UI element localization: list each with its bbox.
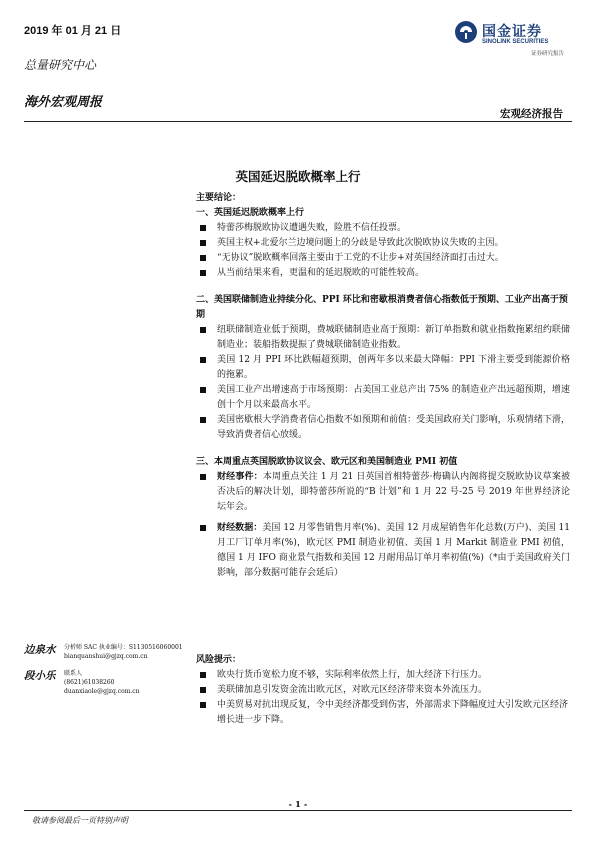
summary-heading: 主要结论： [196, 193, 242, 203]
bullet-text: 纽联储制造业低于预期，费城联储制造业高于预期：新订单指数和就业指数拖累纽约联储制造业；装船指数提振了费城联储制造业指数。 [217, 325, 570, 350]
bullet-item [196, 413, 570, 443]
main-conclusions [196, 191, 570, 581]
bullet-text: 本周重点关注 1 月 21 日英国首相特蕾莎·梅确认内阁将提交脱欧协议草案被否决后的解决计划，即特蕾莎所说的“B 计划”和 1 月 22 号-25 号 2019 年世界经济论坛年会。 [217, 472, 570, 512]
bullet-text: 从当前结果来看，更温和的延迟脱欧的可能性较高。 [217, 268, 425, 278]
bullet-text: 美国工业产出增速高于市场预期：占美国工业总产出 75% 的制造业产出远超预期，增速创十个月以来最高水平。 [217, 385, 570, 410]
section-heading: 三、本周重点英国脱欧协议议会、欧元区和美国制造业 PMI 初值 [196, 457, 458, 467]
risk-text: 欧央行货币宽松力度不够，实际利率依然上行，加大经济下行压力。 [217, 670, 488, 680]
bullet-square-icon [200, 417, 206, 423]
bullet-square-icon [200, 327, 206, 333]
bullet-text: 英国主权+北爱尔兰边境问题上的分歧是导致此次脱欧协议失败的主因。 [217, 238, 504, 248]
author-name: 段小乐 [24, 670, 56, 682]
bullet-item [196, 236, 570, 251]
risk-text: 美联储加息引发资金流出欧元区，对欧元区经济带来资本外流压力。 [217, 685, 488, 695]
bullet-text: 特蕾莎梅脱欧协议遭遇失败，险胜不信任投票。 [217, 223, 407, 233]
risk-text: 中美贸易对抗出现反复，令中美经济都受到伤害，外部需求下降幅度过大引发欧元区经济增长进一步下降。 [217, 700, 569, 725]
risk-heading: 风险提示： [196, 655, 242, 665]
sinolink-logo [454, 20, 574, 60]
footer-rule [24, 810, 572, 811]
bullet-label: 财经事件： [217, 472, 263, 482]
bullet-item [196, 470, 570, 515]
disclaimer-note: 敬请参阅最后一页特别声明 [32, 816, 128, 825]
sinolink-logo-icon [454, 20, 478, 44]
header-rule [24, 121, 572, 122]
bullet-square-icon [200, 240, 206, 246]
bullet-label: 财经数据： [217, 523, 263, 533]
bullet-square-icon [200, 255, 206, 261]
risk-item [196, 698, 570, 728]
bullet-item [196, 266, 570, 281]
bullet-item [196, 323, 570, 353]
bullet-square-icon [200, 474, 206, 480]
section-2 [196, 293, 570, 443]
logo-subtitle: 证券研究报告 [530, 51, 564, 57]
author-role: 联系人 [64, 670, 83, 677]
bullet-text: 美国密歇根大学消费者信心指数不如预期和前值：受美国政府关门影响，乐观情绪下滑，导致消费者信心放缓。 [217, 415, 570, 440]
bullet-item [196, 383, 570, 413]
risk-item [196, 668, 570, 683]
report-type: 宏观经济报告 [500, 108, 563, 120]
bullet-item [196, 353, 570, 383]
report-series: 海外宏观周报 [24, 95, 103, 110]
author-name: 边泉水 [24, 644, 56, 656]
bullet-square-icon [200, 702, 206, 708]
report-title: 英国延迟脱欧概率上行 [235, 169, 361, 184]
logo-chinese-name: 国金证券 [482, 23, 542, 39]
bullet-square-icon [200, 270, 206, 276]
logo-english-name: SINOLINK SECURITIES [482, 39, 549, 45]
bullet-text: 美国 12 月 PPI 环比跌幅超预期，创两年多以来最大降幅：PPI 下滑主要受到能源价格的拖累。 [217, 355, 570, 380]
section-heading: 二、美国联储制造业持续分化、PPI 环比和密歇根消费者信心指数低于预期、工业产出高于预期 [196, 295, 568, 320]
page-number [0, 800, 596, 810]
bullet-text: 美国 12 月零售销售月率(%)、美国 12 月成屋销售年化总数(万户)、美国 11 月工厂订单月率(%)，欧元区 PMI 制造业初值、美国 1 月 Markit 制造业 PMI 初值，德国 1 月 IFO 商业景气指数和美国 12 月耐用品订单月率初值(%)（*由于美国政府关门影响，部分数据可能存会延后） [217, 523, 570, 578]
author-email: duanxiaole@gjzq.com.cn [64, 688, 140, 695]
section-3 [196, 455, 570, 581]
bullet-square-icon [200, 672, 206, 678]
bullet-square-icon [200, 357, 206, 363]
bullet-item [196, 221, 570, 236]
bullet-square-icon [200, 687, 206, 693]
author-role: 分析师 SAC 执业编号：S1130516060001 [64, 644, 183, 651]
author-email: bianquanshui@gjzq.com.cn [64, 653, 148, 660]
bullet-item [196, 521, 570, 581]
bullet-square-icon [200, 225, 206, 231]
bullet-text: “无协议”脱欧概率回落主要由于工党的不让步+对英国经济面打击过大。 [217, 253, 504, 263]
department-name: 总量研究中心 [24, 58, 97, 72]
section-heading: 一、英国延迟脱欧概率上行 [196, 208, 305, 218]
bullet-item [196, 251, 570, 266]
risk-item [196, 683, 570, 698]
author-phone: (8621)61038260 [64, 679, 115, 686]
page-number-text: - 1 - [283, 800, 314, 810]
bullet-square-icon [200, 387, 206, 393]
risk-warnings [196, 653, 570, 728]
report-date: 2019 年 01 月 21 日 [24, 25, 122, 37]
bullet-square-icon [200, 525, 206, 531]
section-1 [196, 206, 570, 281]
